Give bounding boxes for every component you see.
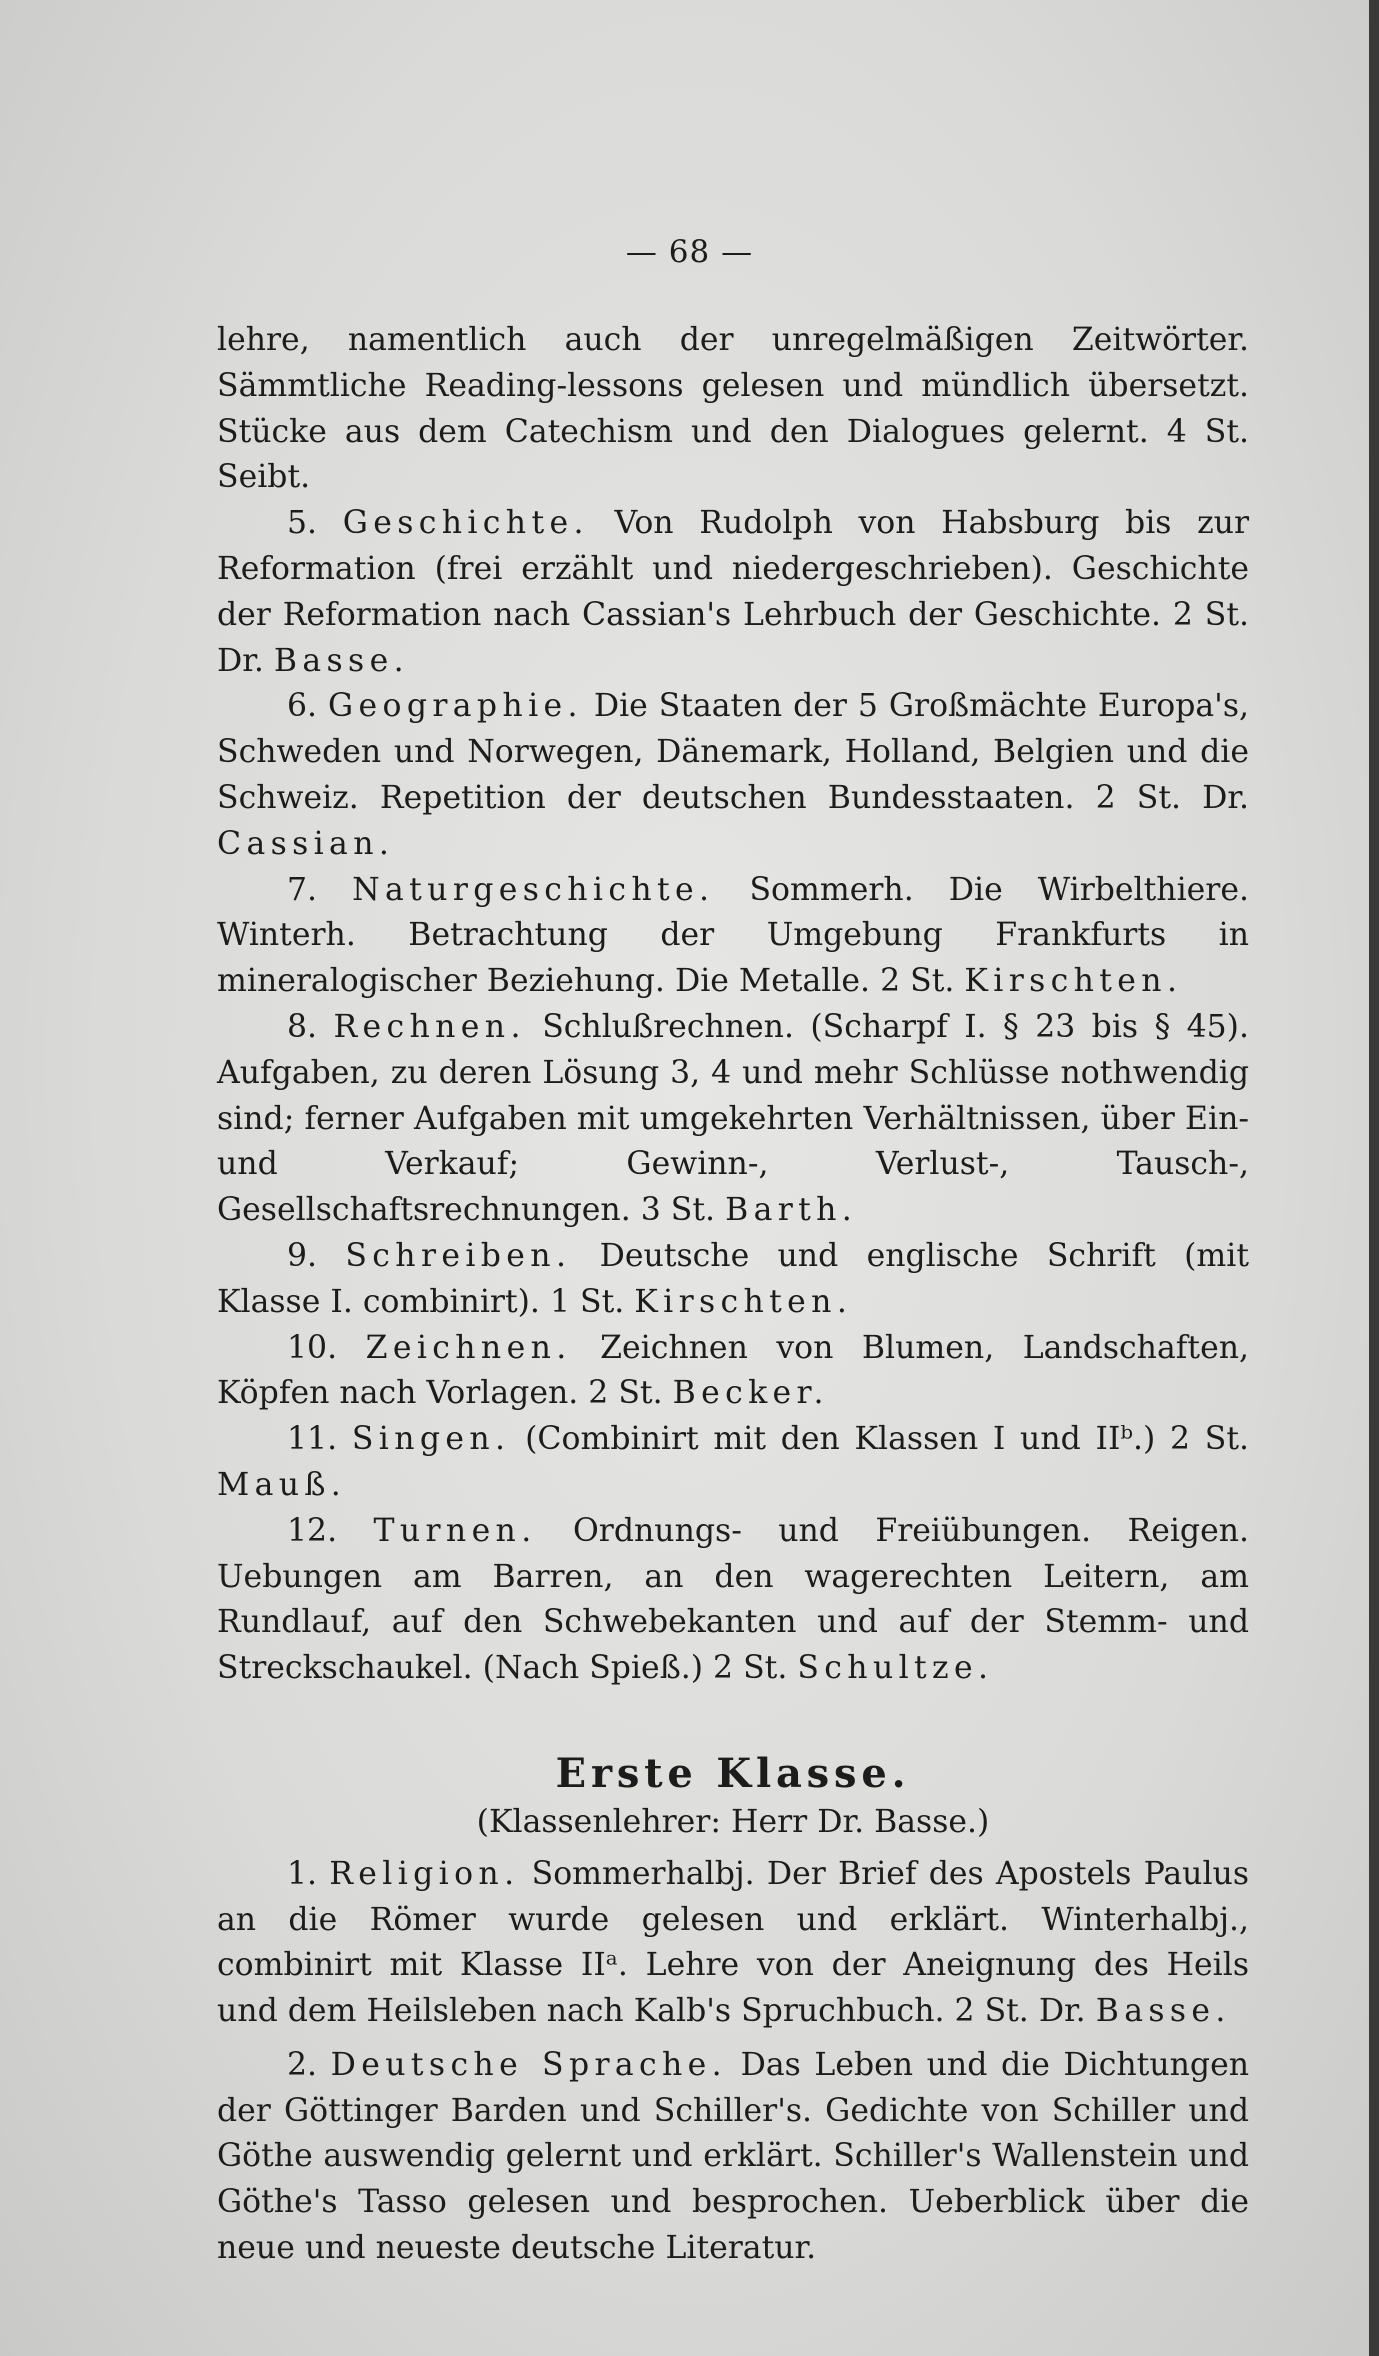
teacher-name: Kirschten. bbox=[964, 963, 1183, 1000]
section-9-schreiben: 9. Schreiben. Deutsche und englische Schrift (mit Klasse I. combinirt). 1 St. Kirschten. bbox=[217, 1237, 1250, 1320]
teacher-name: Mauß. bbox=[217, 1466, 347, 1503]
section-6-geographie: 6. Geographie. Die Staaten der 5 Großmächte Europa's, Schweden und Norwegen, Dänemark, Holland, Belgien und die Schweiz. Repetition der deutschen Bundesstaaten. 2 St. Dr. Cassian. bbox=[217, 688, 1250, 862]
section-title: Naturgeschichte. bbox=[352, 871, 715, 908]
section-title: Schreiben. bbox=[345, 1237, 572, 1274]
teacher-name: Schultze. bbox=[797, 1650, 994, 1687]
section-7-naturgeschichte: 7. Naturgeschichte. Sommerh. Die Wirbelthiere. Winterh. Betrachtung der Umgebung Frankfurts in mineralogischer Beziehung. Die Metalle. 2 St. Kirschten. bbox=[217, 871, 1250, 1000]
class-teacher: (Klassenlehrer: Herr Dr. Basse.) bbox=[476, 1803, 990, 1840]
section-2-deutsche-sprache: 2. Deutsche Sprache. Das Leben und die Dichtungen der Göttinger Barden und Schiller's. Gedichte von Schiller und Göthe auswendig gelernt und erklärt. Schiller's Wallenstein und Göthe's Tasso gelesen und besprochen. Ueberblick über die neue und neueste deutsche Literatur. bbox=[217, 2046, 1250, 2267]
section-title: Deutsche Sprache. bbox=[330, 2046, 728, 2083]
class-heading: Erste Klasse. bbox=[555, 1749, 911, 1797]
teacher-name: Becker. bbox=[672, 1375, 829, 1412]
teacher-name: Basse. bbox=[273, 642, 409, 679]
page-text bbox=[217, 318, 1249, 2272]
section-title: Singen. bbox=[351, 1421, 511, 1458]
page-number: — 68 — bbox=[625, 234, 754, 270]
teacher-name: Kirschten. bbox=[634, 1283, 853, 1320]
section-title: Zeichnen. bbox=[365, 1329, 572, 1366]
teacher-name: Cassian. bbox=[217, 825, 395, 862]
section-title: Geschichte. bbox=[342, 505, 589, 542]
section-12-turnen: 12. Turnen. Ordnungs- und Freiübungen. Reigen. Uebungen am Barren, an den wagerechten Leitern, am Rundlauf, auf den Schwebekanten und auf der Stemm- und Streckschaukel. (Nach Spieß.) 2 St. Schultze. bbox=[217, 1512, 1250, 1687]
paragraph-continuation: lehre, namentlich auch der unregelmäßigen Zeitwörter. Sämmtliche Reading-lessons gelesen und mündlich übersetzt. Stücke aus dem Catechism und den Dialogues gelernt. 4 St. Seibt. bbox=[217, 322, 1249, 496]
teacher-name: Basse. bbox=[1095, 1993, 1231, 2030]
section-10-zeichnen: 10. Zeichnen. Zeichnen von Blumen, Landschaften, Köpfen nach Vorlagen. 2 St. Becker. bbox=[217, 1329, 1250, 1412]
section-title: Rechnen. bbox=[333, 1008, 526, 1045]
section-11-singen: 11. Singen. (Combinirt mit den Klassen I und IIᵇ.) 2 St. Mauß. bbox=[217, 1421, 1250, 1503]
section-title: Geographie. bbox=[328, 688, 583, 725]
section-1-religion: 1. Religion. Sommerhalbj. Der Brief des Apostels Paulus an die Römer wurde gelesen und erklärt. Winterhalbj., combinirt mit Klasse IIᵃ. Lehre von der Aneignung des Heils und dem Heilsleben nach Kalb's Spruchbuch. 2 St. Dr. Basse. bbox=[217, 1855, 1249, 2030]
section-title: Religion. bbox=[329, 1855, 520, 1892]
section-8-rechnen: 8. Rechnen. Schlußrechnen. (Scharpf I. § 23 bis § 45). Aufgaben, zu deren Lösung 3, 4 und mehr Schlüsse nothwendig sind; ferner Aufgaben mit umgekehrten Verhältnissen, über Ein- und Verkauf; Gewinn-, Verlust-, Tausch-, Gesellschaftsrechnungen. 3 St. Barth. bbox=[217, 1008, 1249, 1229]
section-title: Turnen. bbox=[373, 1512, 537, 1549]
section-5-geschichte: 5. Geschichte. Von Rudolph von Habsburg bis zur Reformation (frei erzählt und niedergeschrieben). Geschichte der Reformation nach Cassian's Lehrbuch der Geschichte. 2 St. Dr. Basse. bbox=[217, 505, 1250, 679]
teacher-name: Barth. bbox=[725, 1192, 858, 1229]
